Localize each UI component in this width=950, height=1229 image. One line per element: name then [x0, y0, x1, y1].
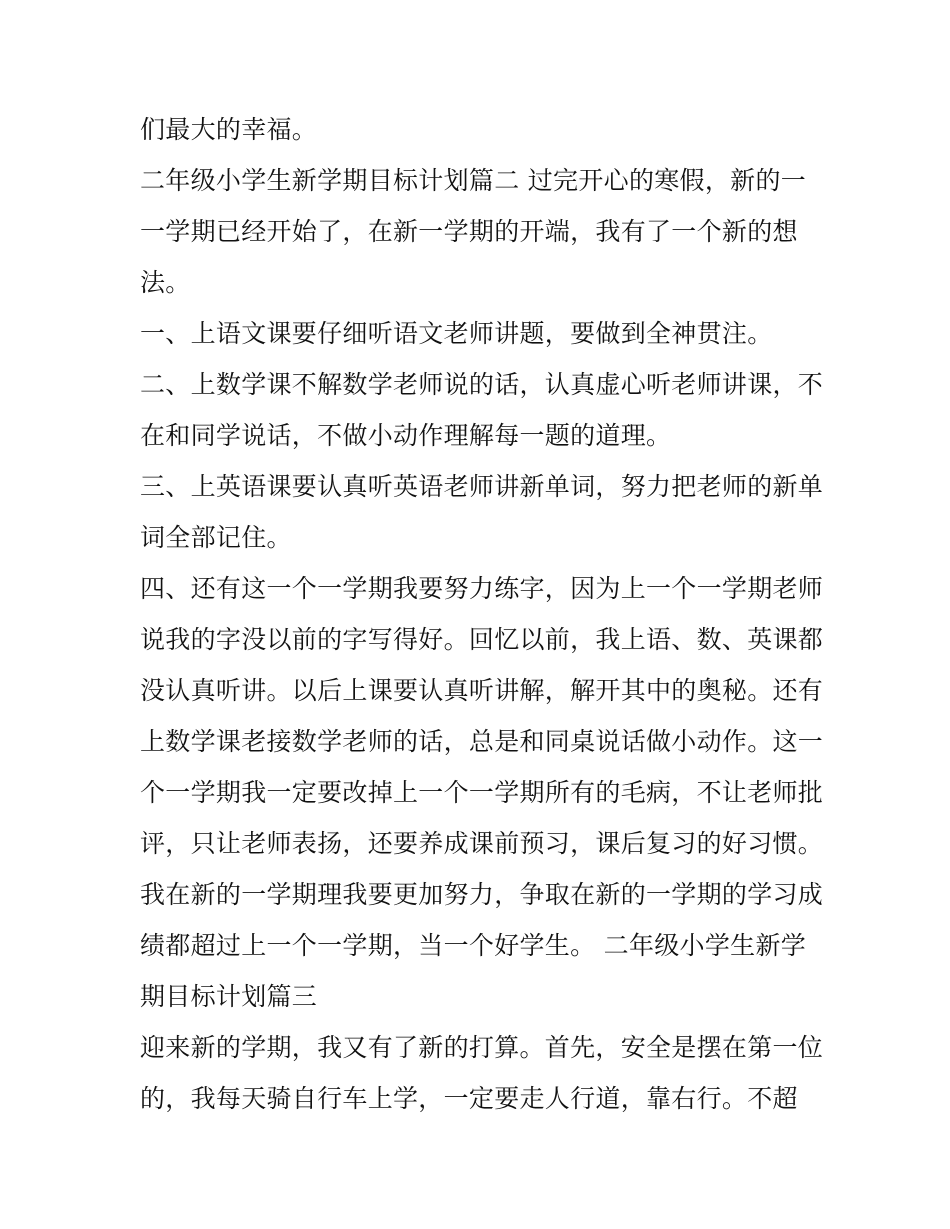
text-line: 二年级小学生新学期目标计划篇二 过完开心的寒假，新的一 — [140, 166, 807, 195]
text-line: 没认真听讲。以后上课要认真听讲解，解开其中的奥秘。还有 — [140, 676, 824, 705]
text-line: 三、上英语课要认真听英语老师讲新单词，努力把老师的新单 — [140, 472, 824, 501]
text-line: 评，只让老师表扬，还要养成课前预习，课后复习的好习惯。 — [140, 829, 824, 858]
text-line: 法。 — [140, 268, 191, 297]
text-line: 说我的字没以前的字写得好。回忆以前，我上语、数、英课都 — [140, 625, 824, 654]
text-line: 在和同学说话，不做小动作理解每一题的道理。 — [140, 421, 672, 450]
text-line: 绩都超过上一个一学期，当一个好学生。 二年级小学生新学 — [140, 931, 807, 960]
text-line: 上数学课老接数学老师的话，总是和同桌说话做小动作。这一 — [140, 727, 824, 756]
document-body — [140, 104, 830, 1124]
text-line: 一学期已经开始了，在新一学期的开端，我有了一个新的想 — [140, 217, 798, 246]
text-line: 二、上数学课不解数学老师说的话，认真虚心听老师讲课，不 — [140, 370, 824, 399]
text-line: 的，我每天骑自行车上学，一定要走人行道，靠右行。不超 — [140, 1084, 798, 1113]
text-line: 们最大的幸福。 — [140, 115, 318, 144]
text-line: 一、上语文课要仔细听语文老师讲题，要做到全神贯注。 — [140, 319, 773, 348]
text-line: 个一学期我一定要改掉上一个一学期所有的毛病，不让老师批 — [140, 778, 824, 807]
text-line: 我在新的一学期理我要更加努力，争取在新的一学期的学习成 — [140, 880, 824, 909]
text-line: 迎来新的学期，我又有了新的打算。首先，安全是摆在第一位 — [140, 1033, 824, 1062]
text-line: 四、还有这一个一学期我要努力练字，因为上一个一学期老师 — [140, 574, 824, 603]
text-line: 词全部记住。 — [140, 523, 292, 552]
text-line: 期目标计划篇三 — [140, 982, 318, 1011]
